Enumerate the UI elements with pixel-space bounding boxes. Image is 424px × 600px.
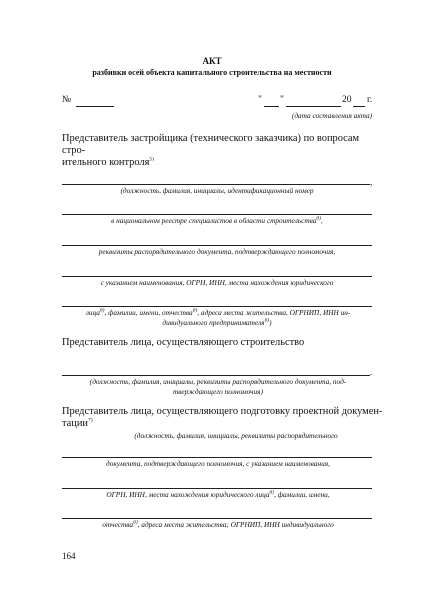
designer-rep-heading: Представитель лица, осуществляющего подготовку проектной докумен- тации$^{7)}$	[62, 406, 383, 429]
act-number-label: №	[62, 95, 72, 105]
developer-rep-caption-5: лица$^{6)}$, фамилии, имени, отчества$^{6)}$, адреса места жительства, ОГРНИП, ИНН ин-	[85, 307, 351, 317]
act-number-blank	[76, 106, 114, 107]
designer-rep-caption-3: ОГРН, ИНН, места нахождения юридического лица$^{6)}$, фамилии, имени,	[106, 489, 330, 499]
date-day-blank	[264, 106, 279, 107]
developer-rep-comma: ,	[370, 177, 373, 187]
builder-rep-caption-2: тверждающего полномочия)	[172, 387, 264, 396]
builder-rep-heading: Представитель лица, осуществляющего строительство	[62, 337, 305, 348]
date-year-prefix: 20	[342, 95, 352, 105]
developer-rep-line-4	[62, 276, 372, 277]
date-year-blank	[353, 106, 365, 107]
developer-rep-line-2	[62, 214, 372, 215]
builder-rep-caption-1: (должность, фамилия, инициалы, реквизиты распорядительного документа, под-	[89, 377, 347, 386]
developer-rep-heading: Представитель застройщика (технического заказчика) по вопросам стро- ительного контроля$^{5)}$	[62, 133, 360, 168]
act-subtitle: разбивки осей объекта капитального строительства на местности	[92, 68, 332, 77]
builder-rep-line-1	[62, 375, 370, 376]
date-month-blank	[286, 106, 341, 107]
developer-rep-line-3	[62, 245, 372, 246]
act-title: АКТ	[202, 56, 222, 66]
developer-rep-caption-3: реквизиты распорядительного документа, подтверждающего полномочия,	[98, 247, 336, 256]
date-caption: (дата составления акта)	[291, 111, 373, 120]
developer-rep-line-5	[62, 306, 372, 307]
designer-rep-line-2	[62, 457, 372, 458]
developer-rep-caption-4: с указанием наименования, ОГРН, ИНН, места нахождения юридического	[100, 278, 334, 287]
developer-rep-caption-6: дивидуального предпринимателя$^{6)}$)	[162, 317, 272, 327]
developer-rep-caption-1: (должность, фамилия, инициалы, идентификационный номер	[120, 186, 314, 195]
developer-rep-caption-2: в национальном реестре специалистов в области строительства$^{6)}$,	[111, 215, 323, 225]
date-quote-close: "	[280, 95, 284, 105]
date-quote-open: "	[258, 95, 262, 105]
designer-rep-caption-4: отчества$^{6)}$, адреса места жительства; ОГРНИП, ИНН индивидуального	[102, 519, 334, 529]
designer-rep-caption-2: документа, подтверждающего полномочия, с указанием наименования,	[106, 459, 330, 468]
date-year-suffix: г.	[367, 95, 373, 105]
builder-rep-dot: .	[370, 367, 373, 377]
designer-rep-caption-1: (должность, фамилия, инициалы, реквизиты распорядительного	[134, 431, 338, 440]
designer-rep-line-3	[62, 488, 372, 489]
page-number: 164	[62, 551, 76, 561]
developer-rep-line-1	[62, 184, 370, 185]
designer-rep-line-4	[62, 518, 372, 519]
